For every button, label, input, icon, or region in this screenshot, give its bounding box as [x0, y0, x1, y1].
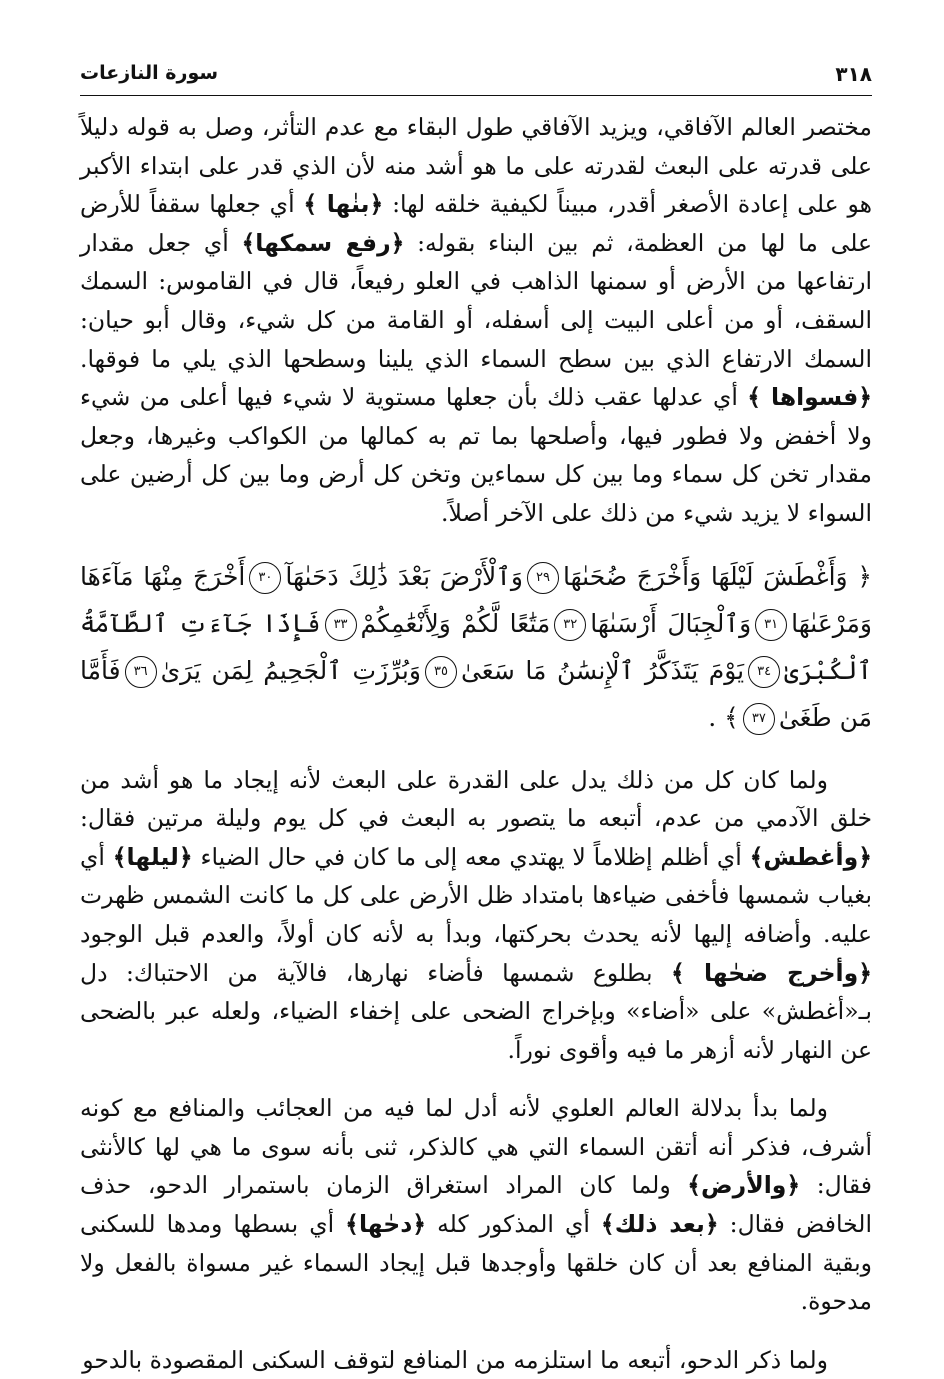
text-run: أي جعل مقدار ارتفاعها من الأرض أو سمنها الذاهب في العلو رفيعاً، قال في القاموس: السمك السقف، أو من أعلى البيت إلى أسفله، أو القامة من كل شيء، وقال أبو حيان: السمك الارتفاع الذي بين سطح السماء الذي يلينا وسطحها الذي يلي ما فوقها.	[80, 228, 872, 373]
header-divider	[80, 95, 872, 96]
verse-number-marker: ٣٧	[743, 703, 775, 735]
verse-36: وَبُرِّزَتِ ٱلْجَحِيمُ لِمَن يَرَىٰ	[160, 655, 421, 685]
verse-number-marker: ٣٦	[125, 656, 157, 688]
text-run: أي بغياب شمسها فأخفى ضياءها بامتداد ظل الأرض على كل ما كانت الشمس ظهرت عليه. وأضافه إليها لأنه يحدث بحركتها، وبدأ به لأنه كان أولاً، والعدم قبل الوجود	[80, 842, 872, 948]
text-run: مختصر العالم الآفاقي، ويزيد الآفاقي طول البقاء مع عدم التأثر، وصل به قوله دليلاً على قدرته على البعث لقدرته على ما هو أشد منه لأن الذي قدر على ابتداء الأكبر هو على إعادة الأصغر أقدر، مبيناً لكيفية خلقه لها:	[80, 113, 872, 219]
commentary-paragraph-1	[80, 108, 872, 533]
verse-32: وَٱلْجِبَالَ أَرْسَىٰهَا	[590, 608, 752, 638]
page-number: ٣١٨	[835, 62, 872, 86]
text-run: ولما كان كل من ذلك يدل على القدرة على البعث لأنه إيجاد ما هو أشد من خلق الآدمي من عدم، أتبعه ما يتصور به البعث في كل يوم وليلة مرتين فقال:	[80, 765, 872, 833]
commentary-paragraph-2	[80, 761, 872, 1070]
verse-34: فَإِذَا جَآءَتِ ٱلطَّآمَّةُ ٱلْكُبْرَىٰ	[80, 608, 872, 685]
verse-number-marker: ٣٠	[249, 562, 281, 594]
text-run: أي بسطها ومدها للسكنى وبقية المنافع بعد أن كان خلقها وأوجدها قبل إيجاد السماء غير مسواة بالفعل ولا مدحوة.	[80, 1210, 872, 1316]
text-run: ولما ذكر الدحو، أتبعه ما استلزمه من المنافع لتوقف السكنى المقصودة بالدحو	[82, 1345, 828, 1374]
quoted-word: ﴿دحٰها﴾	[345, 1210, 427, 1239]
text-run: بطلوع شمسها فأضاء نهارها، فالآية من الاحتباك: دل بـ«أغطش» على «أضاء» وبإخراج الضحى على إخفاء الضياء، ولعله عبر بالضحى عن النهار لأنه أزهر ما فيه وأقوى نوراً.	[80, 958, 872, 1064]
ornate-bracket-close: ﴾ .	[708, 702, 739, 732]
text-run: أي المذكور كله	[426, 1210, 601, 1239]
verse-number-marker: ٣٥	[425, 656, 457, 688]
quoted-word: ﴿فسواها ﴾	[747, 383, 872, 412]
quran-verses-block	[80, 553, 872, 741]
verse-33: مَتَٰعًا لَّكُمْ وَلِأَنْعَٰمِكُمْ	[360, 608, 551, 638]
verse-number-marker: ٢٩	[527, 562, 559, 594]
text-run: أي جعلها سقفاً للأرض على ما لها من العظمة، ثم بين البناء بقوله:	[80, 190, 872, 257]
ornate-bracket-open: ﴿	[857, 561, 872, 591]
verse-29: وَأَغْطَشَ لَيْلَهَا وَأَخْرَجَ ضُحَىٰهَا	[563, 561, 848, 591]
text-run: ولما كان المراد استغراق الزمان باستمرار الدحو، حذف الخافض فقال:	[80, 1171, 872, 1239]
quoted-word: ﴿بنٰها ﴾	[303, 190, 384, 219]
quoted-word: ﴿وأخرج ضحٰها ﴾	[671, 958, 872, 987]
verse-35: يَوْمَ يَتَذَكَّرُ ٱلْإِنسَٰنُ مَا سَعَىٰ	[460, 655, 745, 685]
verse-number-marker: ٣٤	[748, 656, 780, 688]
text-run: أي أظلم إظلاماً لا يهتدي معه إلى ما كان في حال الضياء	[192, 842, 750, 871]
text-run: أي عدلها عقب ذلك بأن جعلها مستوية لا شيء فيها أعلى من شيء ولا أخفض ولا فطور فيها، وأصلحها بما تم به كمالها من الكواكب وغيرها، وجعل مقدار تخن كل سماء وما بين كل سماءين وتخن كل أرض وما بين كل أرضين على السواء لا يزيد شيء من ذلك على الآخر أصلاً.	[80, 383, 872, 527]
surah-running-title: سورة النازعات	[80, 62, 219, 84]
commentary-paragraph-4	[80, 1341, 872, 1379]
quoted-word: ﴿رفع سمكها﴾	[241, 228, 405, 257]
quoted-word: ﴿ليلها﴾	[112, 842, 193, 871]
text-run: ولما بدأ بدلالة العالم العلوي لأنه أدل لما فيه من العجائب والمنافع مع كونه أشرف، فذكر أنه أتقن السماء التي هي كالذكر، ثنى بأنه سوى ما هي لها كالأنثى فقال:	[80, 1094, 872, 1200]
verse-30: وَٱلْأَرْضَ بَعْدَ ذَٰلِكَ دَحَىٰهَآ	[285, 561, 524, 591]
quoted-word: ﴿بعد ذلك﴾	[600, 1210, 719, 1239]
verse-number-marker: ٣١	[755, 609, 787, 641]
verse-37: فَأَمَّا مَن طَغَىٰ	[80, 655, 872, 732]
commentary-paragraph-3	[80, 1089, 872, 1321]
quoted-word: ﴿والأرض﴾	[687, 1171, 801, 1200]
page-body	[80, 108, 872, 1379]
page-header	[80, 60, 872, 94]
quoted-word: ﴿وأغطش﴾	[749, 842, 872, 871]
verse-number-marker: ٣٣	[325, 609, 357, 641]
verse-number-marker: ٣٢	[554, 609, 586, 641]
verse-31: أَخْرَجَ مِنْهَا مَآءَهَا وَمَرْعَىٰهَا	[80, 561, 872, 638]
